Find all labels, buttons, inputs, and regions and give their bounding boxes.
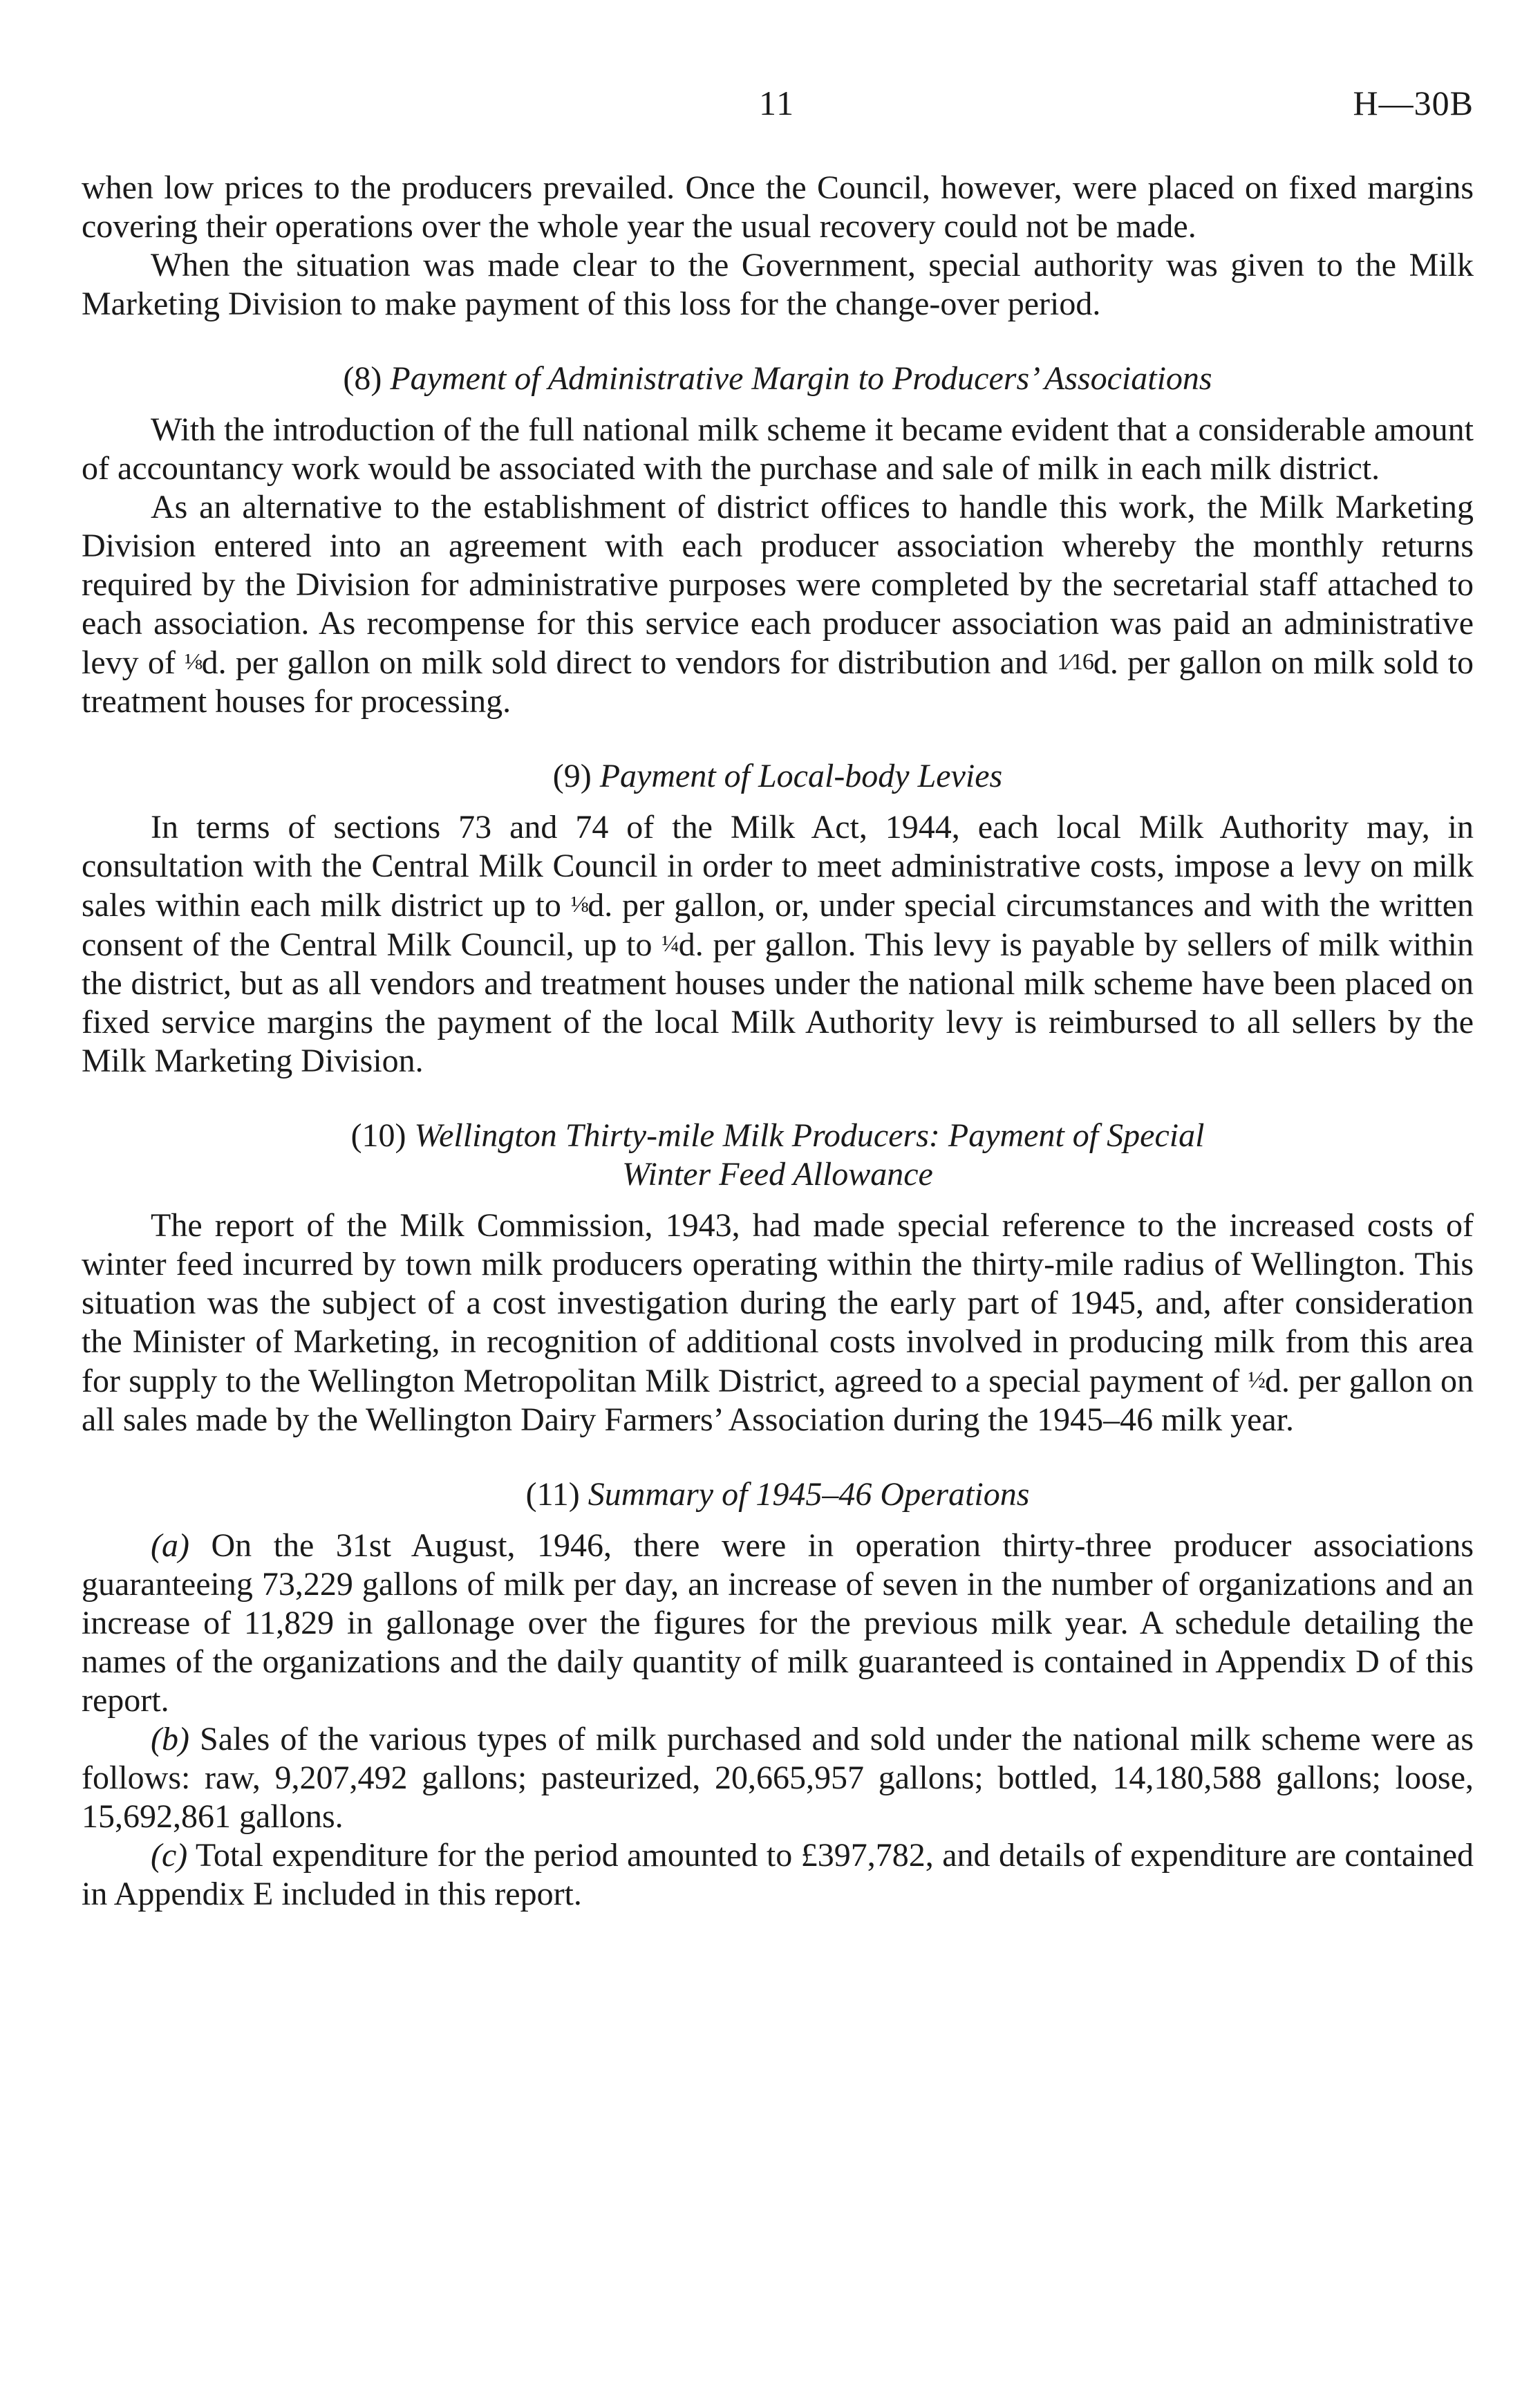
item-label: (c) — [151, 1837, 188, 1874]
text-run: d. per gallon, or, under special circumstances and with the written consent of the Central Milk Council, up to — [82, 887, 1474, 963]
fraction: ¼ — [661, 931, 679, 957]
section-title-line-1: Wellington Thirty-mile Milk Producers: Payment of Special — [414, 1117, 1205, 1154]
paragraph — [82, 1720, 1474, 1836]
section-title-line-2: Winter Feed Allowance — [622, 1156, 933, 1193]
section-heading-8 — [82, 360, 1474, 398]
fraction: 1⁄16 — [1057, 649, 1093, 675]
section-number: (11) — [525, 1476, 580, 1513]
paragraph — [82, 1836, 1474, 1914]
text-run: d. per gallon on all sales made by the Wellington Dairy Farmers’ Association during the 1945–46 milk year. — [82, 1363, 1474, 1438]
section-heading-11 — [82, 1475, 1474, 1514]
text-run: The report of the Milk Commission, 1943, had made special reference to the increased costs of winter feed incurred by town milk producers operating within the thirty-mile radius of Wellington. This situation was the subject of a cost investigation during the early part of 1945, and, after consideration the Minister of Marketing, in recognition of additional costs involved in producing milk from this area for supply to the Wellington Metropolitan Milk District, agreed to a special payment of — [82, 1207, 1474, 1399]
text-run: d. per gallon on milk sold direct to vendors for distribution and — [201, 644, 1058, 681]
item-label: (b) — [151, 1721, 189, 1757]
page-number: 11 — [759, 84, 796, 122]
text-run: Sales of the various types of milk purchased and sold under the national milk scheme were as follows: raw, 9,207,492 gallons; pasteurized, 20,665,957 gallons; bottled, 14,180,588 gallons; loose, 15,692,861 gallons. — [82, 1721, 1474, 1835]
item-label: (a) — [151, 1527, 189, 1564]
document-reference: H—30B — [1353, 84, 1474, 122]
text-run: Total expenditure for the period amounted to £397,782, and details of expenditure are contained in Appendix E included in this report. — [82, 1837, 1474, 1912]
text-run: In terms of sections 73 and 74 of the Milk Act, 1944, each local Milk Authority may, in consultation with the Central Milk Council in order to meet administrative costs, impose a levy on milk sales within each milk district up to — [82, 809, 1474, 924]
text-run: As an alternative to the establishment of district offices to handle this work, the Milk Marketing Division entered into an agreement with each producer association whereby the monthly returns required by the Division for administrative purposes were completed by the secretarial staff attached to each association. As recompense for this service each producer association was paid an administrative levy of — [82, 489, 1474, 681]
document-page — [82, 83, 1474, 1914]
section-number: (9) — [552, 758, 592, 794]
section-heading-10 — [82, 1117, 1474, 1194]
page-body — [82, 169, 1474, 1914]
paragraph: When the situation was made clear to the Government, special authority was given to the Milk Marketing Division to make payment of this loss for the change-over period. — [82, 247, 1474, 322]
paragraph: With the introduction of the full national milk scheme it became evident that a considerable amount of accountancy work would be associated with the purchase and sale of milk in each milk district. — [82, 411, 1474, 487]
paragraph — [82, 1206, 1474, 1439]
section-title: Payment of Local-body Levies — [599, 758, 1003, 794]
paragraph — [82, 1527, 1474, 1720]
section-heading-9 — [82, 757, 1474, 796]
fraction: ⅛ — [570, 892, 588, 917]
fraction: ⅛ — [185, 649, 202, 675]
section-number: (10) — [350, 1117, 406, 1154]
page-header — [82, 83, 1474, 145]
text-run: d. per gallon on milk sold to treatment houses for processing. — [82, 644, 1474, 720]
section-title: Summary of 1945–46 Operations — [588, 1476, 1030, 1513]
fraction: ½ — [1248, 1367, 1266, 1393]
paragraph: when low prices to the producers prevailed. Once the Council, however, were placed on fixed margins covering their operations over the whole year the usual recovery could not be made. — [82, 169, 1474, 245]
section-number: (8) — [343, 360, 382, 397]
text-run: On the 31st August, 1946, there were in operation thirty-three producer associations guaranteeing 73,229 gallons of milk per day, an increase of seven in the number of organizations and an increase of 11,829 in gallonage over the figures for the previous milk year. A schedule detailing the names of the organizations and the daily quantity of milk guaranteed is contained in Appendix D of this report. — [82, 1527, 1474, 1719]
paragraph — [82, 808, 1474, 1081]
text-run: d. per gallon. This levy is payable by sellers of milk within the district, but as all vendors and treatment houses under the national milk scheme have been placed on fixed service margins the payment of the local Milk Authority levy is reimbursed to all sellers by the Milk Marketing Division. — [82, 926, 1474, 1079]
section-title: Payment of Administrative Margin to Producers’ Associations — [390, 360, 1212, 397]
paragraph — [82, 488, 1474, 721]
